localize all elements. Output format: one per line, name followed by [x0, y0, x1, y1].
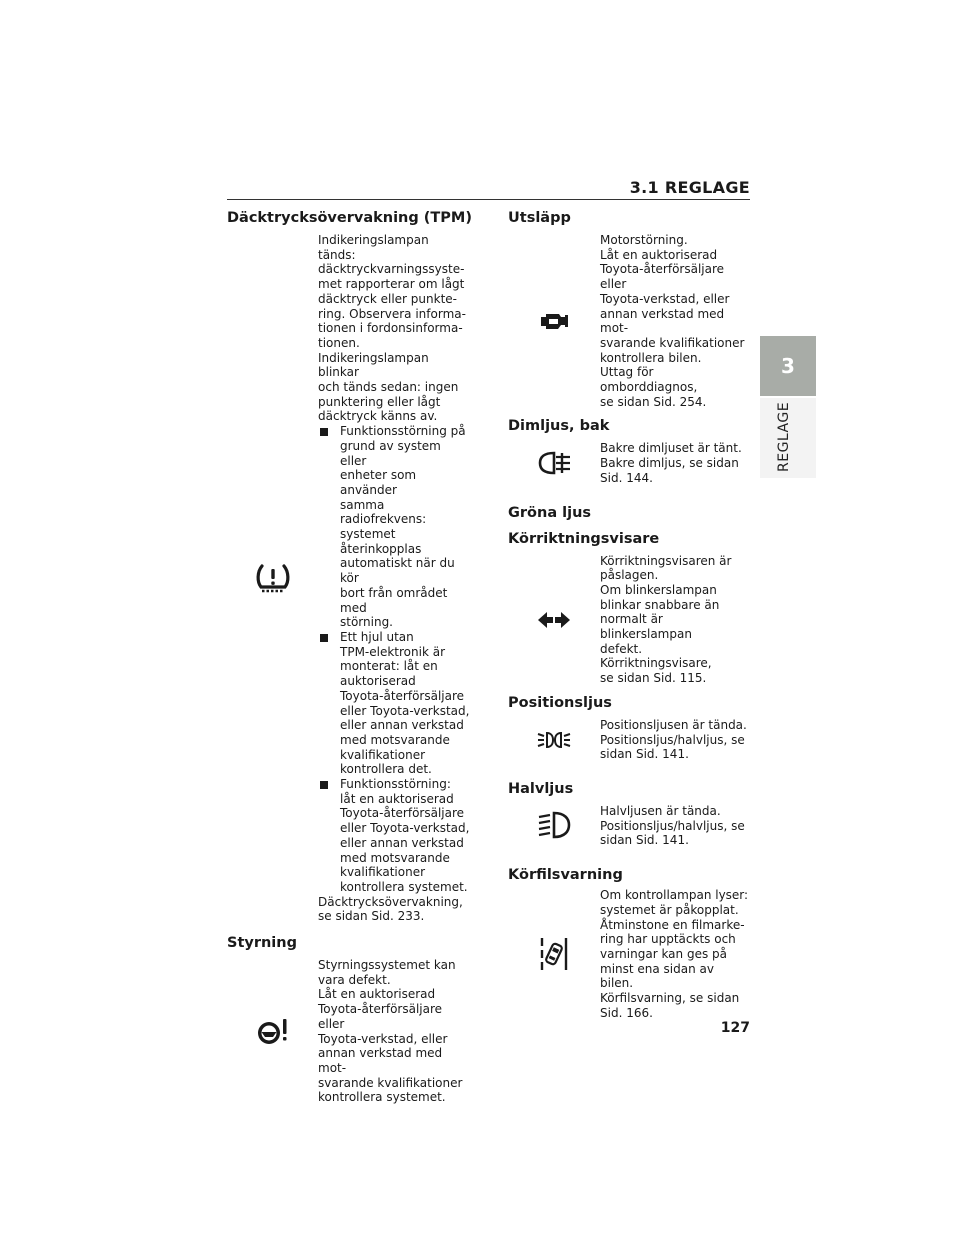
utslapp-line: Motorstörning.: [600, 233, 688, 247]
bullet-line: eller Toyota-verkstad,: [340, 703, 470, 718]
utslapp-line: Toyota-verkstad, eller: [600, 291, 730, 306]
bullet-line: samma radiofrekvens:: [340, 497, 427, 527]
position-light-icon: [508, 729, 600, 751]
halvljus-line: Halvljusen är tända.: [600, 803, 721, 818]
bullet-marker: [320, 428, 328, 436]
tpm-line: däcktryck känns av.: [318, 409, 438, 424]
tire-pressure-warning-icon: [227, 562, 318, 596]
bullet-line: Funktionsstörning:: [340, 777, 451, 792]
halvljus-entry: [508, 804, 750, 848]
halvljus-line: sidan Sid. 141.: [600, 833, 689, 848]
tpm-line: se sidan Sid. 233.: [318, 909, 425, 924]
korriktning-line: se sidan Sid. 115.: [600, 671, 707, 686]
dimljus-line: Bakre dimljus, se sidan: [600, 456, 739, 471]
dimljus-line: Bakre dimljuset är tänt.: [600, 441, 742, 456]
bullet-line: systemet: [340, 527, 396, 542]
styrning-line: kontrollera systemet.: [318, 1090, 446, 1105]
chapter-tab: 3: [760, 336, 816, 396]
tpm-bullet: [318, 630, 470, 777]
bullet-line: kvalifikationer: [340, 747, 426, 762]
bullet-line: Toyota-återförsäljare: [340, 688, 465, 703]
bullet-line: Ett hjul utan: [340, 629, 414, 644]
tpm-line: Indikeringslampan blinkar: [318, 350, 429, 380]
tpm-line: tionen.: [318, 335, 360, 350]
bullet-line: med motsvarande: [340, 850, 450, 865]
styrning-line: vara defekt.: [318, 972, 391, 987]
positionsljus-entry: [508, 718, 750, 762]
bullet-line: Funktionsstörning på: [340, 424, 466, 439]
bullet-line: monterat: låt en: [340, 659, 438, 674]
korriktning-line: Körriktningsvisaren är: [600, 553, 732, 568]
bullet-line: TPM-elektronik är: [340, 644, 446, 659]
bullet-line: låt en auktoriserad: [340, 791, 454, 806]
styrning-entry: [227, 958, 472, 1105]
tpm-line: däcktryck eller punkte-: [318, 291, 457, 306]
tpm-line: tionen i fordonsinforma-: [318, 321, 463, 336]
halvljus-line: Positionsljus/halvljus, se: [600, 818, 745, 833]
steering-warning-icon: [227, 1017, 318, 1047]
bullet-line: eller annan verkstad: [340, 718, 464, 733]
right-column: [508, 209, 750, 1020]
korriktning-line: blinkar snabbare än: [600, 597, 720, 612]
utslapp-line: svarande kvalifikationer: [600, 335, 745, 350]
positionsljus-line: sidan Sid. 141.: [600, 747, 689, 762]
bullet-line: kontrollera systemet.: [340, 879, 468, 894]
bullet-line: grund av system eller: [340, 438, 441, 468]
bullet-line: med motsvarande: [340, 732, 450, 747]
bullet-marker: [320, 781, 328, 789]
tpm-line: Däcktrycksövervakning,: [318, 894, 463, 909]
korriktning-line: Körriktningsvisare,: [600, 656, 712, 671]
tpm-bullet: [318, 777, 470, 895]
tpm-text: [318, 233, 470, 924]
grona-ljus-title: Gröna ljus: [508, 504, 592, 521]
utslapp-entry: [508, 233, 750, 409]
utslapp-title: Utsläpp: [508, 210, 571, 226]
dimljus-title: Dimljus, bak: [508, 418, 610, 435]
tpm-line: däcktryckvarningssyste-: [318, 262, 465, 277]
bullet-marker: [320, 634, 328, 642]
bullet-line: Toyota-återförsäljare: [340, 806, 465, 821]
korriktning-line: normalt är blinkerslampan: [600, 612, 692, 642]
bullet-line: enheter som använder: [340, 468, 417, 497]
positionsljus-line: Positionsljusen är tända.: [600, 717, 747, 732]
section-header: 3.1 REGLAGE: [629, 178, 750, 197]
utslapp-line: Låt en auktoriserad: [600, 247, 718, 262]
turn-signal-icon: [508, 610, 600, 630]
korriktning-line: Om blinkerslampan: [600, 582, 717, 597]
dimljus-line: Sid. 144.: [600, 470, 653, 485]
tpm-title: Däcktrycksövervakning (TPM): [227, 210, 472, 226]
dimljus-text: [600, 441, 750, 485]
styrning-line: Toyota-verkstad, eller: [318, 1031, 448, 1046]
bullet-line: bort från området med: [340, 585, 448, 615]
styrning-line: Toyota-återförsäljare eller: [318, 1002, 443, 1031]
korfil-text: [600, 888, 750, 1020]
korriktning-title: Körriktningsvisare: [508, 530, 660, 547]
korfil-line: ring har upptäckts och: [600, 932, 736, 947]
tpm-line: ring. Observera informa-: [318, 306, 466, 321]
styrning-title: Styrning: [227, 935, 297, 952]
chapter-label-box: [760, 398, 816, 478]
positionsljus-text: [600, 718, 750, 762]
tpm-entry: [227, 233, 472, 924]
engine-check-icon: [508, 309, 600, 333]
korfil-line: Om kontrollampan lyser:: [600, 888, 749, 903]
tpm-line: Indikeringslampan tänds:: [318, 233, 429, 262]
positionsljus-title: Positionsljus: [508, 694, 612, 711]
korfil-line: Åtminstone en filmarke-: [600, 917, 745, 932]
page-number: 127: [720, 1020, 750, 1036]
rear-fog-light-icon: [508, 450, 600, 476]
bullet-line: kontrollera det.: [340, 762, 432, 777]
korriktning-entry: [508, 554, 750, 686]
korfil-line: Sid. 166.: [600, 1005, 653, 1020]
bullet-line: kvalifikationer: [340, 865, 426, 880]
tpm-line: och tänds sedan: ingen: [318, 380, 459, 395]
bullet-line: eller Toyota-verkstad,: [340, 821, 470, 836]
styrning-text: [318, 958, 470, 1105]
halvljus-text: [600, 804, 750, 848]
bullet-line: återinkopplas: [340, 541, 422, 556]
korfil-entry: [508, 888, 750, 1020]
tpm-line: met rapporterar om lågt: [318, 277, 465, 292]
dimljus-entry: [508, 441, 750, 485]
styrning-line: svarande kvalifikationer: [318, 1075, 463, 1090]
lane-departure-icon: [508, 936, 600, 972]
korfil-line: Körfilsvarning, se sidan: [600, 991, 740, 1006]
chapter-label: REGLAGE: [776, 401, 792, 472]
korriktning-text: [600, 554, 750, 686]
header-divider: [227, 199, 750, 200]
positionsljus-line: Positionsljus/halvljus, se: [600, 732, 745, 747]
utslapp-line: Uttag för omborddiagnos,: [600, 365, 698, 395]
tpm-bullet: [318, 424, 470, 630]
styrning-line: Styrningssystemet kan: [318, 958, 456, 973]
utslapp-line: annan verkstad med mot-: [600, 306, 725, 336]
korfil-line: minst ena sidan av bilen.: [600, 961, 714, 991]
left-column: [227, 209, 472, 1105]
utslapp-text: [600, 233, 750, 409]
styrning-line: annan verkstad med mot-: [318, 1046, 443, 1075]
bullet-line: eller annan verkstad: [340, 835, 464, 850]
bullet-line: auktoriserad: [340, 674, 416, 689]
utslapp-line: se sidan Sid. 254.: [600, 394, 707, 409]
styrning-line: Låt en auktoriserad: [318, 987, 436, 1002]
korriktning-line: påslagen.: [600, 568, 659, 583]
korfil-title: Körfilsvarning: [508, 867, 623, 884]
korfil-line: varningar kan ges på: [600, 946, 727, 961]
bullet-line: automatiskt när du kör: [340, 556, 455, 586]
bullet-line: störning.: [340, 615, 393, 630]
low-beam-icon: [508, 811, 600, 841]
korriktning-line: defekt.: [600, 641, 643, 656]
utslapp-line: Toyota-återförsäljare eller: [600, 262, 725, 292]
korfil-line: systemet är påkopplat.: [600, 902, 739, 917]
tpm-line: punktering eller lågt: [318, 394, 441, 409]
halvljus-title: Halvljus: [508, 780, 574, 797]
utslapp-line: kontrollera bilen.: [600, 350, 702, 365]
